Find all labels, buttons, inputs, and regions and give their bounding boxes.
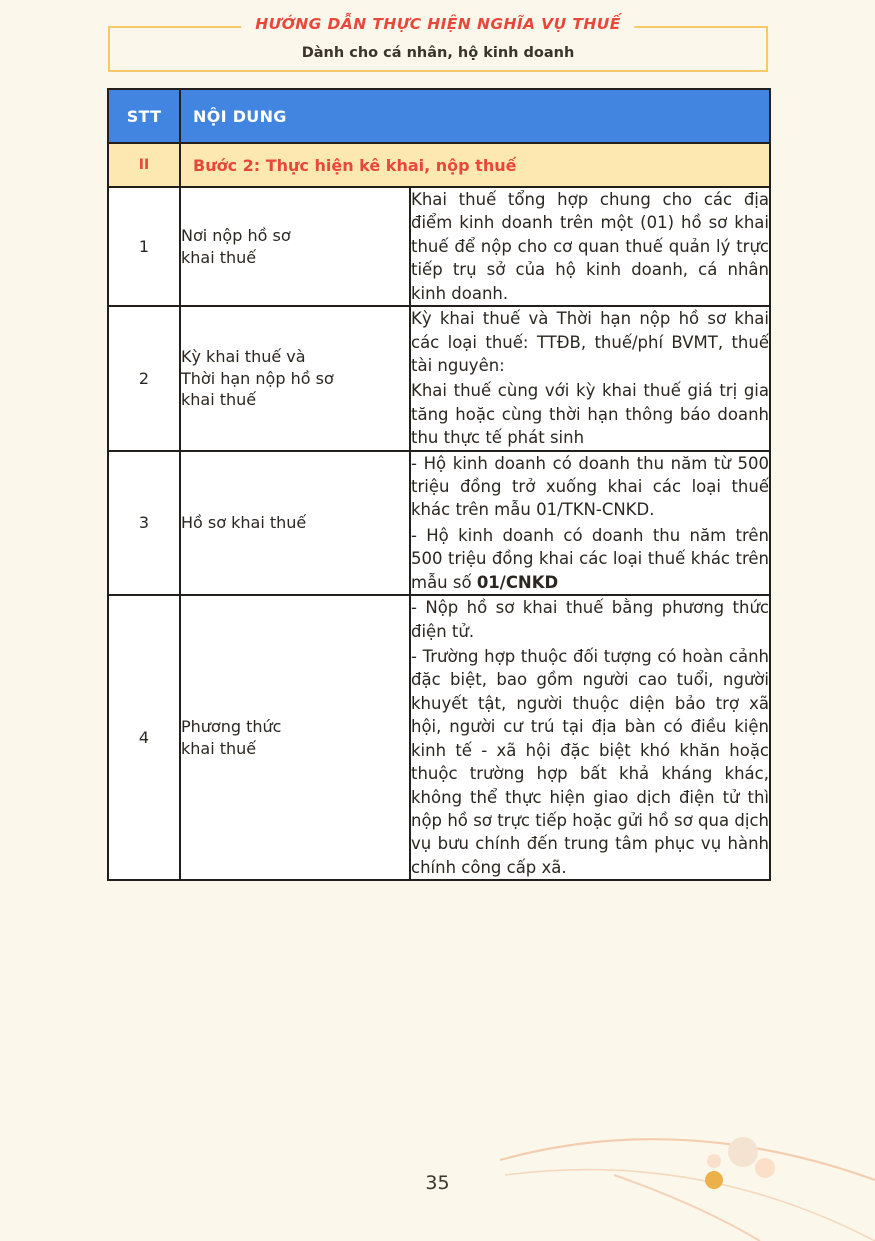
table-section-row [108,143,770,187]
tax-guidance-table [107,88,771,881]
row-number: 4 [108,595,180,880]
row-number: 2 [108,306,180,451]
page-header-banner [108,15,768,72]
document-title: HƯỚNG DẪN THỰC HIỆN NGHĨA VỤ THUẾ [241,15,634,33]
row-content: Kỳ khai thuế và Thời hạn nộp hồ sơ khai các loại thuế: TTĐB, thuế/phí BVMT, thuế tài nguyên: Khai thuế cùng với kỳ khai thuế giá trị gia tăng hoặc cùng thời hạn thông báo doanh thu thực tế phát sinh [410,306,770,451]
table-row [108,451,770,596]
section-label: Bước 2: Thực hiện kê khai, nộp thuế [180,143,770,187]
column-header-stt: STT [108,89,180,143]
row-content: - Nộp hồ sơ khai thuế bằng phương thức điện tử. - Trường hợp thuộc đối tượng có hoàn cảnh đặc biệt, bao gồm người cao tuổi, người khuyết tật, người thuộc diện bảo trợ xã hội, người cư trú tại địa bàn có điều kiện kinh tế - xã hội đặc biệt khó khăn hoặc thuộc trường hợp bất khả kháng khác, không thể thực hiện giao dịch điện tử thì nộp hồ sơ trực tiếp hoặc gửi hồ sơ qua dịch vụ bưu chính đến trung tâm phục vụ hành chính công cấp xã. [410,595,770,880]
row-title: Nơi nộp hồ sơ khai thuế [180,187,410,306]
row-title: Kỳ khai thuế và Thời hạn nộp hồ sơ khai thuế [180,306,410,451]
row-title: Hồ sơ khai thuế [180,451,410,596]
row-number: 3 [108,451,180,596]
row-content: - Hộ kinh doanh có doanh thu năm từ 500 triệu đồng trở xuống khai các loại thuế khác trên mẫu 01/TKN-CNKD. - Hộ kinh doanh có doanh thu năm trên 500 triệu đồng khai các loại thuế khác trên mẫu số 01/CNKD [410,451,770,596]
row-content: Khai thuế tổng hợp chung cho các địa điểm kinh doanh trên một (01) hồ sơ khai thuế để nộp cho cơ quan thuế quản lý trực tiếp trụ sở của hộ kinh doanh, cá nhân kinh doanh. [410,187,770,306]
table-header-row [108,89,770,143]
table-row [108,595,770,880]
row-title: Phương thức khai thuế [180,595,410,880]
page-number: 35 [425,1172,450,1194]
section-number: II [108,143,180,187]
table-row [108,306,770,451]
row-number: 1 [108,187,180,306]
table-row [108,187,770,306]
column-header-noi-dung: NỘI DUNG [180,89,770,143]
document-subtitle: Dành cho cá nhân, hộ kinh doanh [301,45,575,61]
